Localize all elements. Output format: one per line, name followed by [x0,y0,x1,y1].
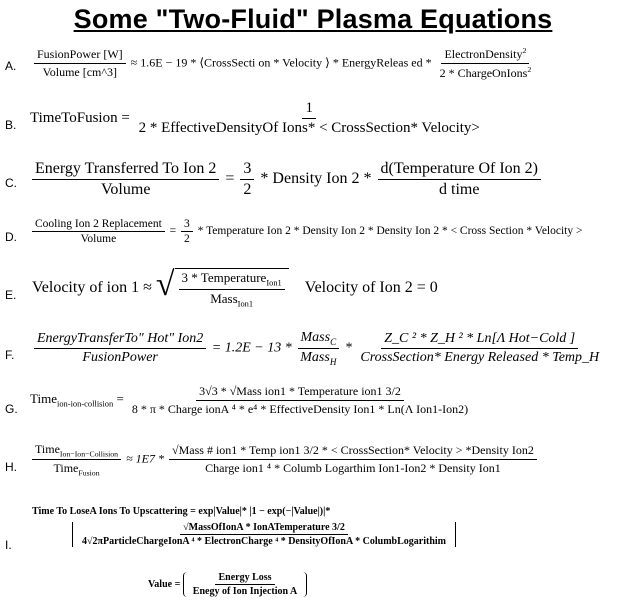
eq-c-num3: d(Temperature Of Ion 2) [378,160,541,180]
eq-g-den: 8 * π * Charge ionA ⁴ * e⁴ * EffectiveDensity Ion1 * Ln(Λ Ion1-Ion2) [131,402,469,416]
eq-f-n2sub: C [330,336,337,347]
eq-d-rest: * Temperature Ion 2 * Density Ion 2 * Density Ion 2 * < Cross Section * Velocity > [197,225,583,238]
eq-i-line1: Time To LoseA Ions To Upscattering = exp|Value|* |1 − exp(−|Value|)|* [32,506,331,517]
label-c: C. [5,176,17,190]
eq-h-numsub: Ion−Ion−Collision [59,449,119,459]
equation-b [0,100,626,140]
page-title: Some "Two-Fluid" Plasma Equations [73,4,553,34]
equation-g [0,384,626,430]
equation-c [0,160,626,204]
equation-e [0,268,626,318]
eq-i-value [148,572,307,597]
eq-g-body: Time$_{ion-ion-collision}$ = 3√3 * √Mass ion1 * Temperature ion1 3/2 8 * π * Charge ionA ⁴ * e⁴ * EffectiveDensity Ion1 * Ln(Λ Ion1-Ion2) [30,384,473,417]
eq-e-rhs: Velocity of Ion 2 = 0 [304,278,438,296]
eq-i-vden: Enegy of Ion Injection A [192,586,298,597]
eq-c-body [30,160,543,199]
eq-b-lhs: TimeToFusion = [30,109,130,126]
eq-a-exp1: 2 [522,46,527,55]
eq-d-d2: 2 [184,233,190,245]
equation-f [0,330,626,376]
eq-f-n2: Mass [300,330,331,345]
eq-c-n2: 3 [240,160,254,180]
label-e: E. [5,288,17,302]
eq-e-body [32,268,438,308]
eq-d-den: Volume [80,233,117,245]
eq-c-den3: d time [439,181,480,198]
eq-h-num2: √Mass # ion1 * Temp ion1 3/2 * < CrossSection* Velocity > *Density Ion2 [169,443,537,460]
sqrt-symbol: √ $\frac{3 * Temperature_{Ion1}}{Mass_{Ion1}}$ [156,268,289,308]
label-d: D. [5,230,17,244]
eq-f-d2: Mass [300,349,330,365]
eq-d-n2: 3 [181,218,193,232]
eq-i-body [72,522,456,547]
eq-a-body [32,46,536,81]
eq-e-den: Mass [210,290,238,306]
eq-b-num: 1 [302,100,316,119]
eq-b-body [30,100,485,137]
equation-i [0,506,626,610]
eq-a-num2: ElectronDensity [444,47,523,61]
eq-h-den: Time [53,461,79,476]
label-b: B. [5,118,17,132]
eq-e-num: 3 * Temperature [181,270,267,285]
eq-e-densub: Ion1 [237,298,254,309]
eq-h-body [30,442,539,478]
equation-d [0,218,626,258]
eq-b-den: 2 * EffectiveDensityOf Ions* < CrossSection* Velocity> [138,120,480,136]
eq-f-den3: CrossSection* Energy Released * Temp_H [360,349,600,365]
eq-d-body: $\frac{\text{Cooling Ion 2 Replacement}}{\text{Volume}}$ = $\frac{3}{2}$ * Temperature Ion 2 * Density Ion 2 * Density Ion 2 * < Cross Section * Velocity > [30,218,582,245]
eq-i-den: 4√2πParticleChargeIonA ⁴ * ElectronCharge ⁴ * DensityOfIonA * ColumbLogarithim [82,536,446,547]
eq-a-exp2: 2 [527,65,532,74]
eq-h-densub: Fusion [78,468,100,478]
eq-f-num: EnergyTransferTo" Hot" Ion2 [34,331,206,349]
eq-c-mid: = [225,170,235,188]
eq-a-den2: 2 * ChargeOnIons [439,66,528,80]
label-a: A. [5,59,17,73]
eq-d-num: Cooling Ion 2 Replacement [32,218,165,232]
equation-a [0,46,626,86]
eq-e-numsub: Ion1 [266,277,282,288]
eq-i-num: √MassOfIonA * IonATemperature 3/2 [180,522,348,535]
eq-h-mid: ≈ 1E7 * [126,451,165,466]
eq-f-den: FusionPower [82,349,158,365]
eq-i-vnum: Energy Loss [215,572,274,585]
eq-h-num: Time [35,442,60,456]
label-h: H. [5,460,17,474]
eq-f-mid: = 1.2E − 13 * [211,340,292,356]
eq-a-mid: ≈ 1.6E − 19 * ⟨CrossSecti on * Velocity ⟩ * EnergyReleas ed * [130,55,432,70]
eq-e-lhs: Velocity of ion 1 ≈ [32,278,152,296]
eq-f-num3: Z_C ² * Z_H ² * Ln[Λ Hot−Cold ] [381,331,578,349]
label-f: F. [5,348,15,362]
eq-g-lhssub: ion-ion-collision [56,398,114,409]
eq-h-den2: Charge ion1 ⁴ * Columb Logarthim Ion1-Ion2 * Density Ion1 [205,461,501,476]
eq-g-num: 3√3 * √Mass ion1 * Temperature ion1 3/2 [196,384,404,401]
eq-a-den: Volume [cm^3] [42,65,118,79]
eq-g-lhs: Time [30,391,57,407]
label-i: I. [5,538,12,552]
eq-f-d2sub: H [329,356,337,367]
eq-c-mid2: * Density Ion 2 * [260,170,372,188]
eq-c-d2: 2 [243,181,252,198]
eq-c-den: Volume [100,181,151,198]
eq-f-body: $\frac{\text{EnergyTransferTo" Hot" Ion2}}{\text{FusionPower}}$ = 1.2E − 13 * $\frac{Mass_C}{Mass_H}$ * $\frac{\text{Z\_C ² * Z\_H ² * Ln[Λ Hot−Cold ]}}{\text{CrossSection* Energy Released * Temp\_H}}$ [32,330,604,367]
eq-i-vlhs: Value = [148,578,181,590]
label-g: G. [5,402,18,416]
eq-a-num: FusionPower [W] [34,47,126,64]
eq-c-num: Energy Transferred To Ion 2 [32,160,219,180]
equation-h [0,442,626,488]
